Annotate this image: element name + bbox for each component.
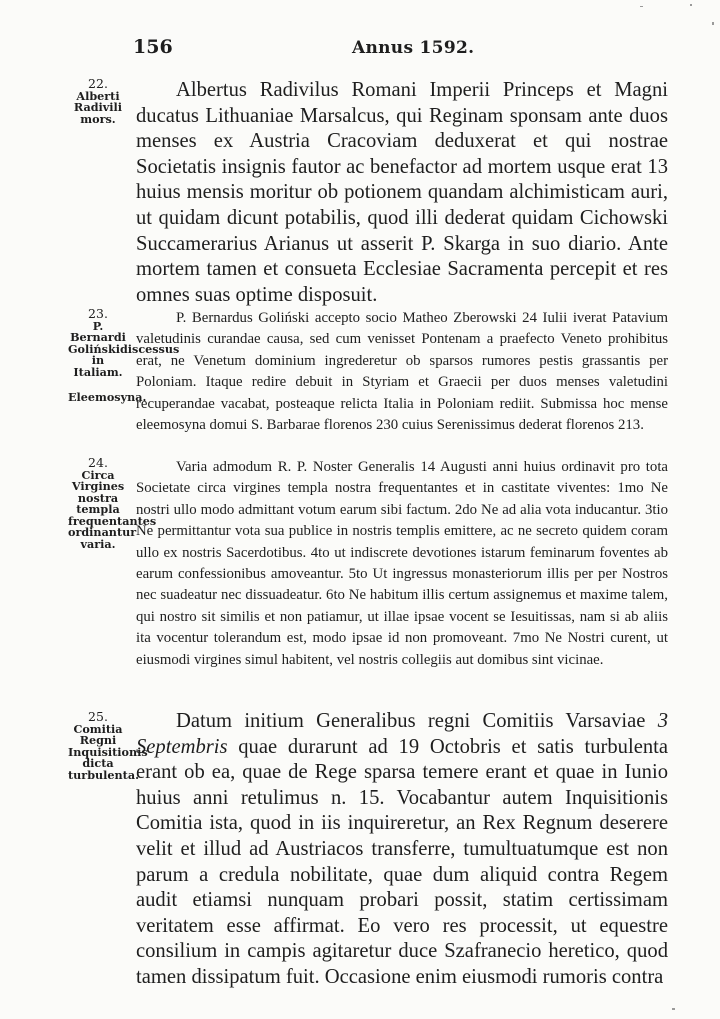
margin-note-text: Comitia Regni Inquisitionis dicta turbulenta.: [68, 721, 148, 782]
section-number: 23.: [88, 306, 108, 321]
margin-note-text: Circa Virgines nostra templa frequentantes ordinantur varia.: [68, 467, 157, 551]
page-header: [0, 36, 720, 66]
paragraph: [136, 709, 668, 991]
margin-note-eleemosyna: Eleemosyna.: [68, 390, 147, 404]
paragraph: Albertus Radivilus Romani Imperii Princeps et Magni ducatus Lithuaniae Marsalcus, qui Reginam sponsam ante duos menses ex Austria Cracoviam deduxerat et qui nostrae Societatis insignis fautor ac benefactor ad mortem usque erat 13 huius mensis moritur ob potionem quandam alchimisticam auri, ut quidam dicunt potabilis, quod illi dederat quidam Cichowski Succamerarius Arianus ut asserit P. Skarga in suo diario. Ante mortem tamen et consueta Ecclesiae Sacramenta percepit et res omnes suas optime disposuit.: [136, 79, 668, 306]
margin-note-22: [68, 78, 128, 125]
scan-speck: [690, 4, 692, 6]
text-run: quae durarunt ad 19 Octobris et satis turbulenta erant ob ea, quae de Rege sparsa temere erant et quae in Iunio huius anni retulimus n. 15. Vocabantur autem Inquisitionis Comitia ista, quod in iis inquireretur, an Rex Regnum deserere velit et illud ad Austriacos transferre, tumultuatumque est non parum a credula nobilitate, quae dum aliquid contra Regem audit etiamsi nunquam probari possit, statim certissimam veritatem esse affirmat. Eo vero res processit, ut equestre consilium in campis agitaretur duce Szafranecio heretico, quod tamen dissipatum fuit. Occasione enim eiusmodi rumoris contra: [136, 735, 668, 988]
scan-speck: [712, 22, 714, 25]
page-number: 156: [133, 36, 173, 58]
margin-note-text: P. Bernardi Golińskidiscessus in Italiam.: [68, 318, 180, 379]
italic-date: 3 Septembris: [136, 710, 668, 758]
section-number: 24.: [88, 455, 108, 470]
running-head: Annus 1592.: [352, 38, 475, 58]
section-body-24: [136, 457, 668, 671]
margin-note-23: [68, 306, 180, 404]
section-body-22: [136, 78, 668, 308]
section-number: 25.: [88, 709, 108, 724]
margin-note-text: Alberti Radivili mors.: [73, 88, 123, 126]
margin-note-24: [68, 455, 157, 551]
paragraph: Varia admodum R. P. Noster Generalis 14 Augusti anni huius ordinavit pro tota Societate circa virgines templa nostra frequentantes et in castitate viventes: 1mo Ne nostri ullo modo admittant votum earum sibi factum. 2do Ne ad alia vota inducantur. 3tio Ne permittantur vota sua publice in nostris templis emittere, ac ne secreto quidem coram ullo ex nostris Sacerdotibus. 4to ut indiscrete devotiones istarum feminarum foventes ab earum confessionibus amoveantur. 5to Ut ingressus monasteriorum illis per per Nostros nec suadeatur nec dissuadeatur. 6to Ne habitum illis certum assignemus et maxime talem, qui nostro sit similis et non patiamur, ut illae ipsae vocent se Iesuitissas, nam si ab aliis ita vocentur tolerandum est, modo ipsae id non promoveant. 7mo Ne Nostri curent, ut eiusmodi virgines simul habitent, vel nostris collegiis aut domibus sint vicinae.: [136, 459, 668, 668]
section-number: 22.: [88, 76, 108, 91]
paragraph: P. Bernardus Goliński accepto socio Matheo Zberowski 24 Iulii iverat Patavium valetudinis curandae causa, sed cum venisset Pontenam a praefecto Veneto prohibitus erat, ne Venetum dominium ingrederetur ob sparsos rumores pestis grassantis per Poloniam. Itaque redire debuit in Styriam et Graecii per duos menses valetudini recuperandae vacabat, posteaque relicta Italia in Poloniam rediit. Submissa hoc mense eleemosyna domui S. Barbarae florenos 230 cuius Serenissimus dederat florenos 213.: [136, 310, 668, 434]
section-body-25: [136, 709, 668, 991]
scan-speck: [672, 1008, 675, 1010]
margin-note-25: [68, 709, 148, 782]
scan-speck: [640, 6, 643, 7]
text-run: Datum initium Generalibus regni Comitiis Varsaviae: [176, 710, 658, 732]
section-body-23: [136, 308, 668, 436]
